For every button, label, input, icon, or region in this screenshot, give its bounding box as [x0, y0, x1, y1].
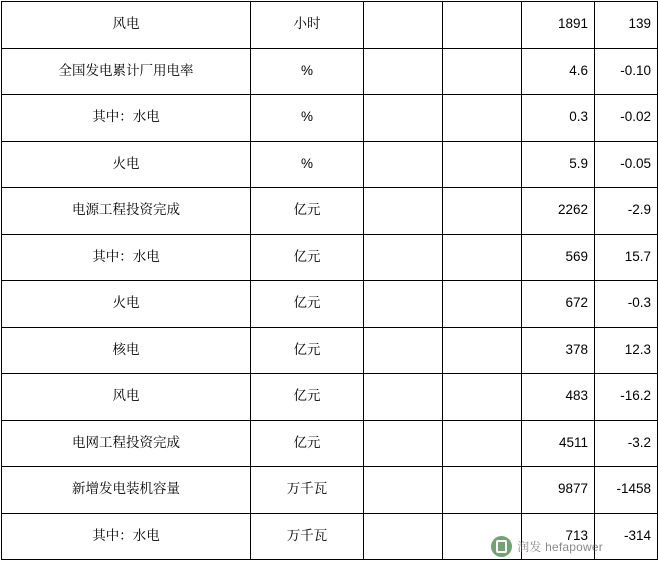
- row-value: 4511: [522, 420, 595, 467]
- table-row: [2, 188, 658, 235]
- table-row: [2, 513, 658, 560]
- table-row: [2, 374, 658, 421]
- row-value: 0.3: [522, 95, 595, 142]
- row-value: 569: [522, 234, 595, 281]
- row-blank-b: [443, 234, 522, 281]
- row-change: 139: [595, 2, 658, 49]
- row-label: 风电: [2, 2, 251, 49]
- table-row: [2, 281, 658, 328]
- row-blank-a: [364, 188, 443, 235]
- row-blank-a: [364, 467, 443, 514]
- table-row: [2, 141, 658, 188]
- table-body: [2, 2, 658, 560]
- row-unit: 亿元: [251, 281, 364, 328]
- row-blank-a: [364, 2, 443, 49]
- row-blank-b: [443, 420, 522, 467]
- watermark-label: 润发 hefapower: [517, 540, 603, 554]
- row-change: 12.3: [595, 327, 658, 374]
- row-label: 其中：水电: [2, 513, 251, 560]
- row-unit: 万千瓦: [251, 513, 364, 560]
- row-unit: 亿元: [251, 327, 364, 374]
- row-blank-a: [364, 374, 443, 421]
- row-label: 全国发电累计厂用电率: [2, 48, 251, 95]
- row-blank-b: [443, 281, 522, 328]
- row-unit: 万千瓦: [251, 467, 364, 514]
- row-change: -0.05: [595, 141, 658, 188]
- row-blank-b: [443, 513, 522, 560]
- row-change: 15.7: [595, 234, 658, 281]
- table-row: [2, 2, 658, 49]
- table-row: [2, 327, 658, 374]
- row-value: 9877: [522, 467, 595, 514]
- row-unit: 亿元: [251, 234, 364, 281]
- row-change: -1458: [595, 467, 658, 514]
- row-change: -314: [595, 513, 658, 560]
- statistics-table: [1, 1, 658, 560]
- row-value: 5.9: [522, 141, 595, 188]
- row-change: -0.02: [595, 95, 658, 142]
- row-label: 电网工程投资完成: [2, 420, 251, 467]
- row-blank-b: [443, 374, 522, 421]
- row-label: 风电: [2, 374, 251, 421]
- row-blank-b: [443, 48, 522, 95]
- row-unit: %: [251, 95, 364, 142]
- row-blank-a: [364, 420, 443, 467]
- row-label: 核电: [2, 327, 251, 374]
- row-unit: %: [251, 48, 364, 95]
- row-value: 378: [522, 327, 595, 374]
- row-change: -16.2: [595, 374, 658, 421]
- row-blank-b: [443, 141, 522, 188]
- table-row: [2, 467, 658, 514]
- table-row: [2, 420, 658, 467]
- table-row: [2, 48, 658, 95]
- row-label: 电源工程投资完成: [2, 188, 251, 235]
- row-label: 其中：水电: [2, 95, 251, 142]
- row-unit: 小时: [251, 2, 364, 49]
- row-blank-a: [364, 281, 443, 328]
- row-unit: 亿元: [251, 188, 364, 235]
- row-change: -3.2: [595, 420, 658, 467]
- row-blank-b: [443, 188, 522, 235]
- row-change: -0.3: [595, 281, 658, 328]
- row-blank-b: [443, 95, 522, 142]
- row-blank-a: [364, 141, 443, 188]
- row-blank-a: [364, 513, 443, 560]
- row-blank-a: [364, 95, 443, 142]
- row-value: 1891: [522, 2, 595, 49]
- row-blank-a: [364, 234, 443, 281]
- row-blank-b: [443, 467, 522, 514]
- row-value: 672: [522, 281, 595, 328]
- row-value: 2262: [522, 188, 595, 235]
- row-change: -0.10: [595, 48, 658, 95]
- row-value: 4.6: [522, 48, 595, 95]
- row-blank-a: [364, 327, 443, 374]
- row-label: 新增发电装机容量: [2, 467, 251, 514]
- table-row: [2, 234, 658, 281]
- row-blank-b: [443, 327, 522, 374]
- row-value: 713: [522, 513, 595, 560]
- row-blank-a: [364, 48, 443, 95]
- row-unit: 亿元: [251, 374, 364, 421]
- row-unit: 亿元: [251, 420, 364, 467]
- row-label: 火电: [2, 281, 251, 328]
- table-row: [2, 95, 658, 142]
- row-blank-b: [443, 2, 522, 49]
- row-label: 其中：水电: [2, 234, 251, 281]
- row-value: 483: [522, 374, 595, 421]
- row-change: -2.9: [595, 188, 658, 235]
- row-label: 火电: [2, 141, 251, 188]
- row-unit: %: [251, 141, 364, 188]
